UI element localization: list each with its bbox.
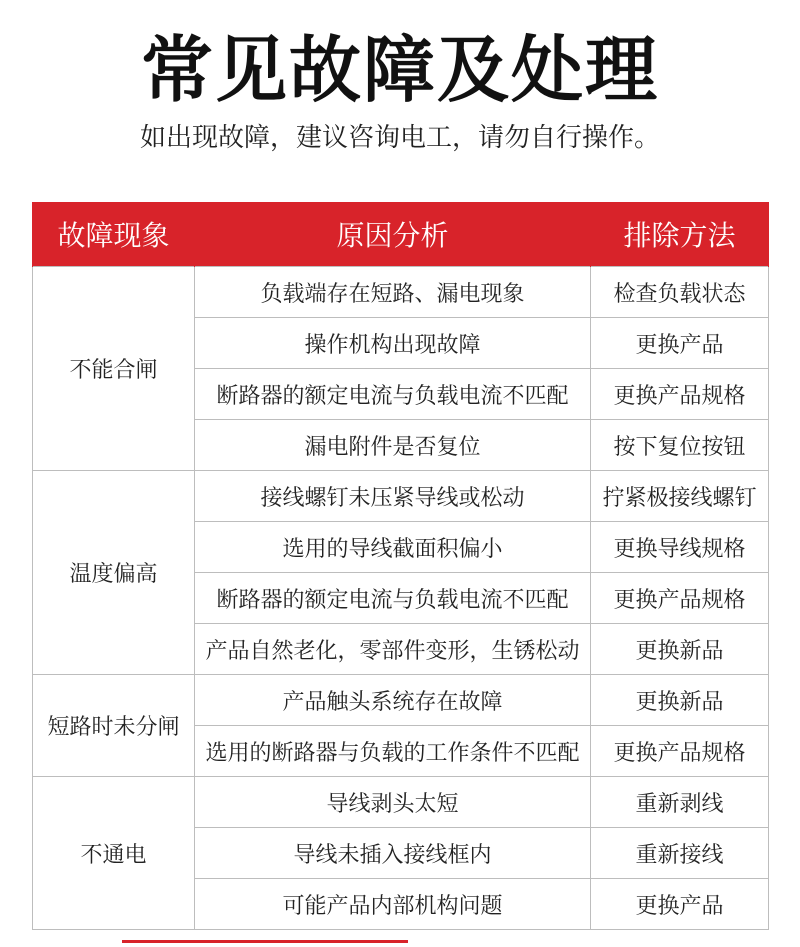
symptom-cell: 温度偏高 (33, 471, 195, 675)
cause-cell: 导线未插入接线框内 (195, 828, 591, 879)
cause-cell: 可能产品内部机构问题 (195, 879, 591, 930)
fix-cell: 更换新品 (591, 675, 769, 726)
page-title: 常见故障及处理 (140, 28, 659, 112)
cause-cell: 漏电附件是否复位 (195, 420, 591, 471)
cause-cell: 断路器的额定电流与负载电流不匹配 (195, 369, 591, 420)
table-row (33, 777, 769, 828)
header-fix: 排除方法 (591, 202, 769, 267)
cause-cell: 接线螺钉未压紧导线或松动 (195, 471, 591, 522)
fix-cell: 更换产品规格 (591, 726, 769, 777)
symptom-cell: 不通电 (33, 777, 195, 930)
fix-cell: 更换导线规格 (591, 522, 769, 573)
fix-cell: 按下复位按钮 (591, 420, 769, 471)
fix-cell: 更换产品 (591, 318, 769, 369)
table-row (33, 267, 769, 318)
fix-cell: 更换新品 (591, 624, 769, 675)
table-body (33, 267, 769, 930)
table-header (33, 202, 769, 267)
symptom-cell: 不能合闸 (33, 267, 195, 471)
cause-cell: 产品触头系统存在故障 (195, 675, 591, 726)
header-row (33, 202, 769, 267)
bottom-accent-line (122, 940, 408, 943)
fix-cell: 重新接线 (591, 828, 769, 879)
table-row (33, 471, 769, 522)
cause-cell: 产品自然老化，零部件变形，生锈松动 (195, 624, 591, 675)
cause-cell: 断路器的额定电流与负载电流不匹配 (195, 573, 591, 624)
fault-table (32, 202, 769, 930)
cause-cell: 选用的导线截面积偏小 (195, 522, 591, 573)
fix-cell: 检查负载状态 (591, 267, 769, 318)
fix-cell: 更换产品 (591, 879, 769, 930)
cause-cell: 导线剥头太短 (195, 777, 591, 828)
table-row (33, 675, 769, 726)
fix-cell: 更换产品规格 (591, 573, 769, 624)
header-symptom: 故障现象 (33, 202, 195, 267)
fix-cell: 更换产品规格 (591, 369, 769, 420)
cause-cell: 负载端存在短路、漏电现象 (195, 267, 591, 318)
fix-cell: 重新剥线 (591, 777, 769, 828)
page-subtitle: 如出现故障，建议咨询电工，请勿自行操作。 (139, 123, 660, 153)
fix-cell: 拧紧极接线螺钉 (591, 471, 769, 522)
cause-cell: 选用的断路器与负载的工作条件不匹配 (195, 726, 591, 777)
header-cause: 原因分析 (195, 202, 591, 267)
cause-cell: 操作机构出现故障 (195, 318, 591, 369)
symptom-cell: 短路时未分闸 (33, 675, 195, 777)
